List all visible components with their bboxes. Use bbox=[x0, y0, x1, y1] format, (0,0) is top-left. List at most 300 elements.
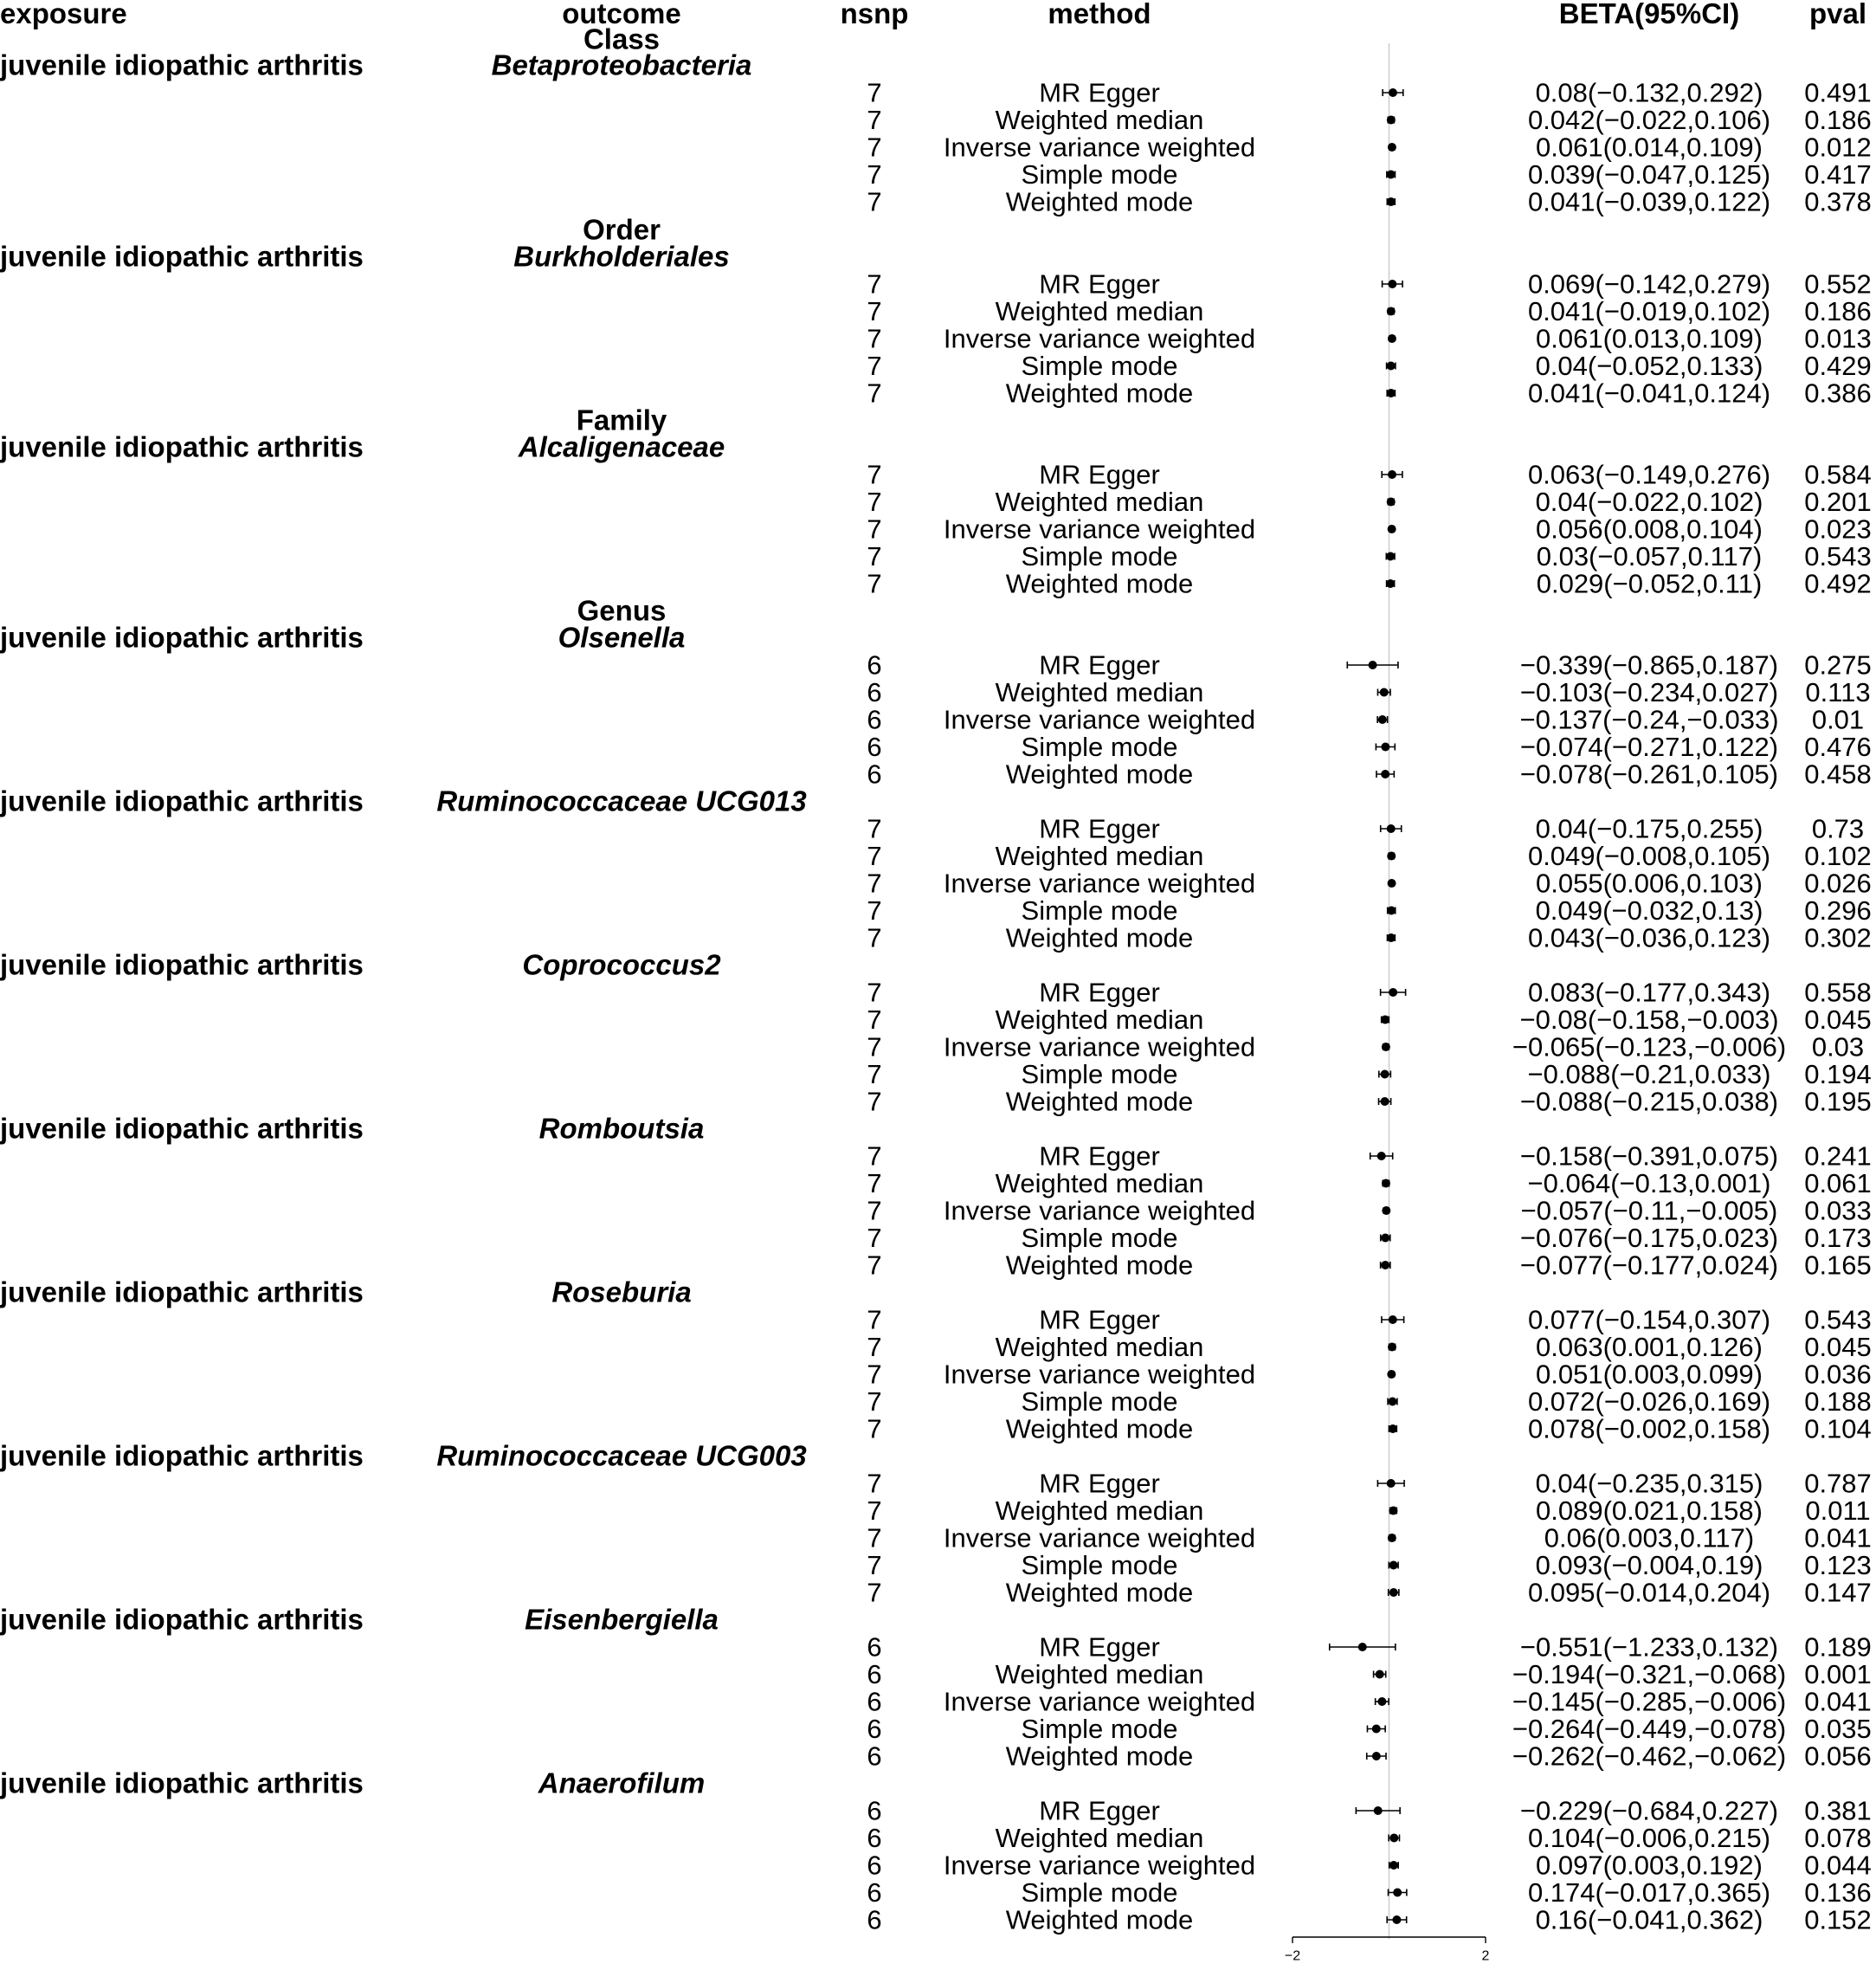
outcome-label: Eisenbergiella bbox=[525, 1603, 719, 1636]
point-estimate bbox=[1388, 525, 1396, 533]
method-cell: Weighted mode bbox=[1005, 1577, 1194, 1608]
point-estimate bbox=[1388, 280, 1396, 288]
pval-cell: 0.023 bbox=[1804, 513, 1872, 545]
method-cell: Weighted mode bbox=[1005, 1904, 1194, 1935]
table-row bbox=[867, 1714, 1871, 1744]
beta-ci-cell: 0.049(−0.008,0.105) bbox=[1527, 841, 1771, 871]
beta-ci-cell: −0.057(−0.11,−0.005) bbox=[1520, 1195, 1778, 1226]
nsnp-cell: 7 bbox=[867, 77, 882, 108]
table-row bbox=[867, 1796, 1871, 1826]
beta-ci-cell: −0.145(−0.285,−0.006) bbox=[1512, 1686, 1787, 1717]
nsnp-cell: 7 bbox=[867, 1086, 882, 1117]
beta-ci-cell: 0.072(−0.026,0.169) bbox=[1527, 1386, 1771, 1417]
pval-cell: 0.035 bbox=[1804, 1714, 1872, 1744]
header-exposure: exposure bbox=[0, 0, 127, 29]
method-cell: Simple mode bbox=[1021, 1059, 1178, 1089]
outcome-label: Ruminococcaceae UCG003 bbox=[436, 1439, 807, 1472]
beta-ci-cell: −0.077(−0.177,0.024) bbox=[1519, 1250, 1779, 1281]
pval-cell: 0.492 bbox=[1804, 568, 1872, 599]
beta-ci-cell: 0.063(0.001,0.126) bbox=[1536, 1332, 1763, 1362]
beta-ci-cell: 0.063(−0.149,0.276) bbox=[1527, 459, 1771, 490]
nsnp-cell: 7 bbox=[867, 1168, 882, 1198]
pval-cell: 0.173 bbox=[1804, 1223, 1872, 1253]
exposure-label: juvenile idiopathic arthritis bbox=[0, 1603, 364, 1636]
method-cell: Inverse variance weighted bbox=[943, 1686, 1256, 1717]
method-cell: Simple mode bbox=[1021, 1714, 1178, 1744]
header-outcome: outcome bbox=[562, 0, 681, 29]
beta-ci-cell: −0.264(−0.449,−0.078) bbox=[1512, 1714, 1787, 1744]
method-cell: Inverse variance weighted bbox=[943, 704, 1256, 735]
point-estimate bbox=[1388, 1534, 1396, 1542]
beta-ci-cell: −0.229(−0.684,0.227) bbox=[1519, 1795, 1779, 1826]
table-row bbox=[867, 159, 1871, 190]
method-cell: Weighted median bbox=[995, 1659, 1204, 1689]
beta-ci-cell: 0.16(−0.041,0.362) bbox=[1535, 1904, 1763, 1935]
pval-cell: 0.201 bbox=[1804, 487, 1872, 517]
point-estimate bbox=[1389, 1424, 1397, 1433]
method-cell: Weighted mode bbox=[1005, 759, 1194, 790]
beta-ci-cell: −0.088(−0.21,0.033) bbox=[1527, 1059, 1771, 1089]
pval-cell: 0.186 bbox=[1804, 296, 1872, 326]
nsnp-cell: 7 bbox=[867, 296, 882, 326]
nsnp-cell: 7 bbox=[867, 268, 882, 300]
point-estimate bbox=[1389, 1507, 1397, 1515]
table-row bbox=[867, 1332, 1871, 1362]
beta-ci-cell: −0.074(−0.271,0.122) bbox=[1519, 732, 1779, 762]
beta-ci-cell: −0.194(−0.321,−0.068) bbox=[1512, 1659, 1787, 1689]
point-estimate bbox=[1392, 1915, 1401, 1924]
pval-cell: 0.136 bbox=[1804, 1877, 1872, 1908]
point-estimate bbox=[1389, 1398, 1397, 1406]
beta-ci-cell: 0.051(0.003,0.099) bbox=[1536, 1359, 1763, 1390]
beta-ci-cell: 0.095(−0.014,0.204) bbox=[1527, 1577, 1771, 1608]
beta-ci-cell: −0.065(−0.123,−0.006) bbox=[1512, 1031, 1787, 1063]
point-estimate bbox=[1382, 1043, 1390, 1051]
point-estimate bbox=[1389, 988, 1397, 997]
nsnp-cell: 7 bbox=[867, 868, 882, 899]
pval-cell: 0.195 bbox=[1804, 1086, 1872, 1117]
point-estimate bbox=[1381, 1261, 1389, 1269]
method-cell: Simple mode bbox=[1021, 351, 1178, 381]
exposure-label: juvenile idiopathic arthritis bbox=[0, 1439, 364, 1472]
method-cell: Weighted mode bbox=[1005, 568, 1194, 599]
header-nsnp: nsnp bbox=[840, 0, 909, 29]
table-row bbox=[867, 569, 1871, 599]
taxonomic-level-label: Family bbox=[576, 404, 667, 436]
method-cell: Simple mode bbox=[1021, 1877, 1178, 1908]
beta-ci-cell: −0.08(−0.158,−0.003) bbox=[1519, 1004, 1779, 1035]
pval-cell: 0.787 bbox=[1804, 1468, 1872, 1499]
table-row bbox=[867, 1741, 1871, 1772]
method-cell: Weighted median bbox=[995, 841, 1204, 871]
table-row bbox=[867, 1360, 1871, 1390]
pval-cell: 0.552 bbox=[1804, 268, 1872, 300]
pval-cell: 0.045 bbox=[1804, 1332, 1872, 1362]
taxonomic-level-label: Order bbox=[583, 213, 661, 246]
method-cell: Inverse variance weighted bbox=[943, 1359, 1256, 1390]
outcome-label: Anaerofilum bbox=[538, 1767, 706, 1799]
nsnp-cell: 6 bbox=[867, 1631, 882, 1663]
point-estimate bbox=[1376, 1670, 1384, 1679]
nsnp-cell: 7 bbox=[867, 1332, 882, 1362]
beta-ci-cell: −0.064(−0.13,0.001) bbox=[1527, 1168, 1771, 1198]
table-row bbox=[867, 978, 1871, 1008]
beta-ci-cell: 0.08(−0.132,0.292) bbox=[1535, 77, 1763, 108]
beta-ci-cell: 0.069(−0.142,0.279) bbox=[1527, 268, 1771, 300]
method-cell: MR Egger bbox=[1039, 813, 1160, 844]
pval-cell: 0.543 bbox=[1804, 1304, 1872, 1335]
beta-ci-cell: 0.056(0.008,0.104) bbox=[1536, 513, 1763, 545]
table-row bbox=[867, 732, 1871, 762]
nsnp-cell: 7 bbox=[867, 1522, 882, 1553]
beta-ci-cell: 0.039(−0.047,0.125) bbox=[1527, 159, 1771, 190]
point-estimate bbox=[1387, 498, 1396, 507]
table-row bbox=[867, 351, 1871, 381]
method-cell: Simple mode bbox=[1021, 159, 1178, 190]
pval-cell: 0.01 bbox=[1811, 704, 1865, 735]
point-estimate bbox=[1386, 552, 1395, 561]
nsnp-cell: 6 bbox=[867, 1714, 882, 1744]
beta-ci-cell: 0.078(−0.002,0.158) bbox=[1527, 1413, 1771, 1444]
pval-cell: 0.296 bbox=[1804, 895, 1872, 926]
nsnp-cell: 7 bbox=[867, 1250, 882, 1281]
nsnp-cell: 7 bbox=[867, 977, 882, 1008]
method-cell: Weighted median bbox=[995, 1168, 1204, 1198]
table-row bbox=[867, 487, 1871, 517]
nsnp-cell: 7 bbox=[867, 1468, 882, 1499]
method-cell: MR Egger bbox=[1039, 649, 1160, 681]
point-estimate bbox=[1389, 1834, 1398, 1843]
beta-ci-cell: −0.339(−0.865,0.187) bbox=[1519, 649, 1779, 681]
nsnp-cell: 7 bbox=[867, 1223, 882, 1253]
beta-ci-cell: 0.029(−0.052,0.11) bbox=[1536, 568, 1763, 599]
nsnp-cell: 6 bbox=[867, 1795, 882, 1826]
method-cell: Simple mode bbox=[1021, 541, 1178, 572]
beta-ci-cell: 0.083(−0.177,0.343) bbox=[1527, 977, 1771, 1008]
point-estimate bbox=[1378, 715, 1387, 724]
outcome-group bbox=[0, 595, 1872, 790]
beta-ci-cell: 0.061(0.014,0.109) bbox=[1536, 132, 1763, 163]
method-cell: Inverse variance weighted bbox=[943, 1850, 1256, 1881]
outcome-label: Olsenella bbox=[558, 621, 686, 654]
point-estimate bbox=[1387, 389, 1396, 397]
method-cell: MR Egger bbox=[1039, 1304, 1160, 1335]
beta-ci-cell: 0.097(0.003,0.192) bbox=[1536, 1850, 1763, 1881]
exposure-label: juvenile idiopathic arthritis bbox=[0, 48, 364, 81]
method-cell: Weighted median bbox=[995, 487, 1204, 517]
point-estimate bbox=[1393, 1889, 1402, 1897]
nsnp-cell: 7 bbox=[867, 922, 882, 953]
nsnp-cell: 7 bbox=[867, 1577, 882, 1608]
method-cell: Weighted median bbox=[995, 677, 1204, 707]
beta-ci-cell: −0.088(−0.215,0.038) bbox=[1519, 1086, 1779, 1117]
beta-ci-cell: −0.078(−0.261,0.105) bbox=[1519, 759, 1779, 790]
nsnp-cell: 7 bbox=[867, 541, 882, 572]
point-estimate bbox=[1381, 770, 1389, 778]
method-cell: Weighted median bbox=[995, 1004, 1204, 1035]
point-estimate bbox=[1387, 116, 1396, 125]
method-cell: MR Egger bbox=[1039, 1795, 1160, 1826]
header-pval: pval bbox=[1808, 0, 1867, 29]
pval-cell: 0.302 bbox=[1804, 922, 1872, 953]
beta-ci-cell: 0.04(−0.052,0.133) bbox=[1535, 351, 1763, 381]
method-cell: Simple mode bbox=[1021, 895, 1178, 926]
nsnp-cell: 7 bbox=[867, 1304, 882, 1335]
taxonomic-level-label: Class bbox=[583, 23, 661, 55]
beta-ci-cell: −0.551(−1.233,0.132) bbox=[1519, 1631, 1779, 1663]
method-cell: MR Egger bbox=[1039, 1631, 1160, 1663]
table-row bbox=[867, 1141, 1871, 1172]
beta-ci-cell: 0.041(−0.041,0.124) bbox=[1527, 378, 1771, 409]
pval-cell: 0.036 bbox=[1804, 1359, 1872, 1390]
point-estimate bbox=[1382, 1179, 1390, 1188]
method-cell: Weighted median bbox=[995, 1495, 1204, 1526]
nsnp-cell: 6 bbox=[867, 704, 882, 735]
pval-cell: 0.102 bbox=[1804, 841, 1872, 871]
outcome-label: Ruminococcaceae UCG013 bbox=[436, 785, 807, 817]
point-estimate bbox=[1387, 907, 1396, 915]
table-row bbox=[867, 1414, 1871, 1444]
nsnp-cell: 7 bbox=[867, 1059, 882, 1089]
table-row bbox=[867, 378, 1871, 409]
exposure-label: juvenile idiopathic arthritis bbox=[0, 948, 364, 981]
beta-ci-cell: 0.174(−0.017,0.365) bbox=[1527, 1877, 1771, 1908]
nsnp-cell: 6 bbox=[867, 1877, 882, 1908]
pval-cell: 0.241 bbox=[1804, 1140, 1872, 1172]
point-estimate bbox=[1388, 143, 1396, 152]
nsnp-cell: 7 bbox=[867, 159, 882, 190]
nsnp-cell: 7 bbox=[867, 1004, 882, 1035]
pval-cell: 0.378 bbox=[1804, 186, 1872, 217]
table-row bbox=[867, 1578, 1871, 1608]
point-estimate bbox=[1389, 1561, 1398, 1570]
method-cell: Simple mode bbox=[1021, 1550, 1178, 1580]
point-estimate bbox=[1387, 197, 1396, 206]
method-cell: Inverse variance weighted bbox=[943, 1031, 1256, 1063]
table-body bbox=[0, 23, 1872, 1935]
table-row bbox=[867, 78, 1871, 108]
method-cell: Inverse variance weighted bbox=[943, 868, 1256, 899]
pval-cell: 0.001 bbox=[1804, 1659, 1872, 1689]
table-row bbox=[867, 841, 1871, 871]
method-cell: Inverse variance weighted bbox=[943, 1522, 1256, 1553]
table-row bbox=[867, 1687, 1871, 1717]
method-cell: Weighted mode bbox=[1005, 186, 1194, 217]
table-row bbox=[867, 514, 1871, 545]
method-cell: Weighted mode bbox=[1005, 922, 1194, 953]
pval-cell: 0.078 bbox=[1804, 1823, 1872, 1853]
table-row bbox=[867, 187, 1871, 217]
method-cell: MR Egger bbox=[1039, 1140, 1160, 1172]
nsnp-cell: 7 bbox=[867, 1140, 882, 1172]
beta-ci-cell: 0.049(−0.032,0.13) bbox=[1535, 895, 1763, 926]
table-row bbox=[867, 1495, 1870, 1526]
table-row bbox=[867, 705, 1864, 735]
pval-cell: 0.033 bbox=[1804, 1195, 1872, 1226]
pval-cell: 0.152 bbox=[1804, 1904, 1872, 1935]
x-axis bbox=[1285, 1937, 1490, 1964]
beta-ci-cell: 0.061(0.013,0.109) bbox=[1536, 323, 1763, 354]
pval-cell: 0.189 bbox=[1804, 1631, 1872, 1663]
outcome-group bbox=[0, 1440, 1872, 1608]
pval-cell: 0.381 bbox=[1804, 1795, 1872, 1826]
nsnp-cell: 7 bbox=[867, 105, 882, 135]
pval-cell: 0.044 bbox=[1804, 1850, 1872, 1881]
pval-cell: 0.417 bbox=[1804, 159, 1872, 190]
header-row bbox=[0, 0, 1866, 29]
exposure-label: juvenile idiopathic arthritis bbox=[0, 785, 364, 817]
nsnp-cell: 7 bbox=[867, 132, 882, 163]
pval-cell: 0.026 bbox=[1804, 868, 1872, 899]
pval-cell: 0.275 bbox=[1804, 649, 1872, 681]
nsnp-cell: 6 bbox=[867, 649, 882, 681]
point-estimate bbox=[1372, 1752, 1381, 1760]
outcome-label: Coprococcus2 bbox=[522, 948, 721, 981]
outcome-label: Burkholderiales bbox=[513, 240, 730, 273]
table-row bbox=[867, 759, 1871, 790]
table-row bbox=[867, 1032, 1864, 1063]
table-row bbox=[867, 1087, 1871, 1117]
outcome-group bbox=[0, 1767, 1872, 1935]
method-cell: Weighted median bbox=[995, 296, 1204, 326]
point-estimate bbox=[1388, 879, 1396, 888]
beta-ci-cell: −0.262(−0.462,−0.062) bbox=[1512, 1741, 1787, 1772]
nsnp-cell: 7 bbox=[867, 568, 882, 599]
method-cell: Simple mode bbox=[1021, 1386, 1178, 1417]
point-estimate bbox=[1387, 171, 1396, 179]
nsnp-cell: 6 bbox=[867, 1850, 882, 1881]
point-estimate bbox=[1358, 1643, 1367, 1651]
beta-ci-cell: 0.03(−0.057,0.117) bbox=[1536, 541, 1763, 572]
outcome-group bbox=[0, 1113, 1872, 1281]
pval-cell: 0.188 bbox=[1804, 1386, 1872, 1417]
beta-ci-cell: 0.093(−0.004,0.19) bbox=[1535, 1550, 1763, 1580]
pval-cell: 0.386 bbox=[1804, 378, 1872, 409]
pval-cell: 0.012 bbox=[1804, 132, 1872, 163]
pval-cell: 0.186 bbox=[1804, 105, 1872, 135]
nsnp-cell: 7 bbox=[867, 1413, 882, 1444]
method-cell: MR Egger bbox=[1039, 459, 1160, 490]
table-row bbox=[867, 269, 1871, 300]
nsnp-cell: 7 bbox=[867, 1195, 882, 1226]
pval-cell: 0.03 bbox=[1811, 1031, 1865, 1063]
point-estimate bbox=[1377, 1152, 1386, 1160]
nsnp-cell: 7 bbox=[867, 459, 882, 490]
outcome-group bbox=[0, 23, 1872, 217]
point-estimate bbox=[1389, 1315, 1397, 1324]
nsnp-cell: 7 bbox=[867, 1495, 882, 1526]
nsnp-cell: 7 bbox=[867, 1386, 882, 1417]
table-row bbox=[867, 1250, 1871, 1281]
point-estimate bbox=[1381, 1016, 1389, 1024]
point-estimate bbox=[1389, 1861, 1398, 1870]
outcome-group bbox=[0, 404, 1872, 599]
pval-cell: 0.056 bbox=[1804, 1741, 1872, 1772]
table-row bbox=[867, 869, 1871, 899]
table-row bbox=[867, 1168, 1871, 1198]
point-estimate bbox=[1377, 1697, 1386, 1706]
table-row bbox=[867, 1386, 1871, 1417]
beta-ci-cell: 0.077(−0.154,0.307) bbox=[1527, 1304, 1771, 1335]
point-estimate bbox=[1381, 1070, 1389, 1079]
point-estimate bbox=[1387, 824, 1396, 833]
beta-ci-cell: 0.04(−0.235,0.315) bbox=[1535, 1468, 1763, 1499]
nsnp-cell: 6 bbox=[867, 677, 882, 707]
outcome-group bbox=[0, 214, 1872, 409]
nsnp-cell: 6 bbox=[867, 1659, 882, 1689]
table-row bbox=[867, 460, 1871, 490]
point-estimate bbox=[1369, 661, 1377, 669]
table-row bbox=[867, 1851, 1871, 1881]
table-row bbox=[867, 650, 1871, 681]
pval-cell: 0.041 bbox=[1804, 1522, 1872, 1553]
point-estimate bbox=[1387, 933, 1396, 942]
table-row bbox=[867, 324, 1871, 354]
nsnp-cell: 6 bbox=[867, 1823, 882, 1853]
point-estimate bbox=[1387, 362, 1396, 371]
method-cell: Weighted median bbox=[995, 1332, 1204, 1362]
method-cell: Weighted mode bbox=[1005, 1741, 1194, 1772]
outcome-group bbox=[0, 1276, 1872, 1444]
nsnp-cell: 7 bbox=[867, 513, 882, 545]
point-estimate bbox=[1389, 1588, 1398, 1597]
beta-ci-cell: −0.137(−0.24,−0.033) bbox=[1519, 704, 1779, 735]
method-cell: Inverse variance weighted bbox=[943, 323, 1256, 354]
pval-cell: 0.558 bbox=[1804, 977, 1872, 1008]
exposure-label: juvenile idiopathic arthritis bbox=[0, 1112, 364, 1145]
pval-cell: 0.458 bbox=[1804, 759, 1872, 790]
outcome-group bbox=[0, 949, 1872, 1117]
table-row bbox=[867, 132, 1871, 163]
pval-cell: 0.476 bbox=[1804, 732, 1872, 762]
method-cell: MR Egger bbox=[1039, 268, 1160, 300]
beta-ci-cell: 0.055(0.006,0.103) bbox=[1536, 868, 1763, 899]
beta-ci-cell: 0.04(−0.175,0.255) bbox=[1535, 813, 1763, 844]
nsnp-cell: 6 bbox=[867, 732, 882, 762]
beta-ci-cell: 0.042(−0.022,0.106) bbox=[1527, 105, 1771, 135]
table-row bbox=[867, 105, 1871, 135]
nsnp-cell: 6 bbox=[867, 1686, 882, 1717]
nsnp-cell: 7 bbox=[867, 895, 882, 926]
point-estimate bbox=[1389, 88, 1397, 97]
taxonomic-level-label: Genus bbox=[577, 594, 667, 627]
table-row bbox=[867, 541, 1871, 572]
exposure-label: juvenile idiopathic arthritis bbox=[0, 1276, 364, 1308]
beta-ci-cell: −0.158(−0.391,0.075) bbox=[1519, 1140, 1779, 1172]
pval-cell: 0.147 bbox=[1804, 1577, 1872, 1608]
method-cell: Weighted median bbox=[995, 1823, 1204, 1853]
point-estimate bbox=[1388, 470, 1396, 479]
pval-cell: 0.194 bbox=[1804, 1059, 1872, 1089]
method-cell: Weighted mode bbox=[1005, 1413, 1194, 1444]
exposure-label: juvenile idiopathic arthritis bbox=[0, 240, 364, 273]
table-row bbox=[867, 677, 1870, 707]
table-row bbox=[867, 1877, 1871, 1908]
method-cell: MR Egger bbox=[1039, 977, 1160, 1008]
beta-ci-cell: 0.06(0.003,0.117) bbox=[1544, 1522, 1755, 1553]
pval-cell: 0.045 bbox=[1804, 1004, 1872, 1035]
outcome-label: Alcaligenaceae bbox=[518, 430, 725, 463]
pval-cell: 0.73 bbox=[1811, 813, 1865, 844]
table-row bbox=[867, 923, 1871, 953]
pval-cell: 0.543 bbox=[1804, 541, 1872, 572]
nsnp-cell: 7 bbox=[867, 1031, 882, 1063]
method-cell: Inverse variance weighted bbox=[943, 1195, 1256, 1226]
method-cell: Simple mode bbox=[1021, 732, 1178, 762]
pval-cell: 0.123 bbox=[1804, 1550, 1872, 1580]
point-estimate bbox=[1381, 1097, 1389, 1106]
nsnp-cell: 7 bbox=[867, 813, 882, 844]
